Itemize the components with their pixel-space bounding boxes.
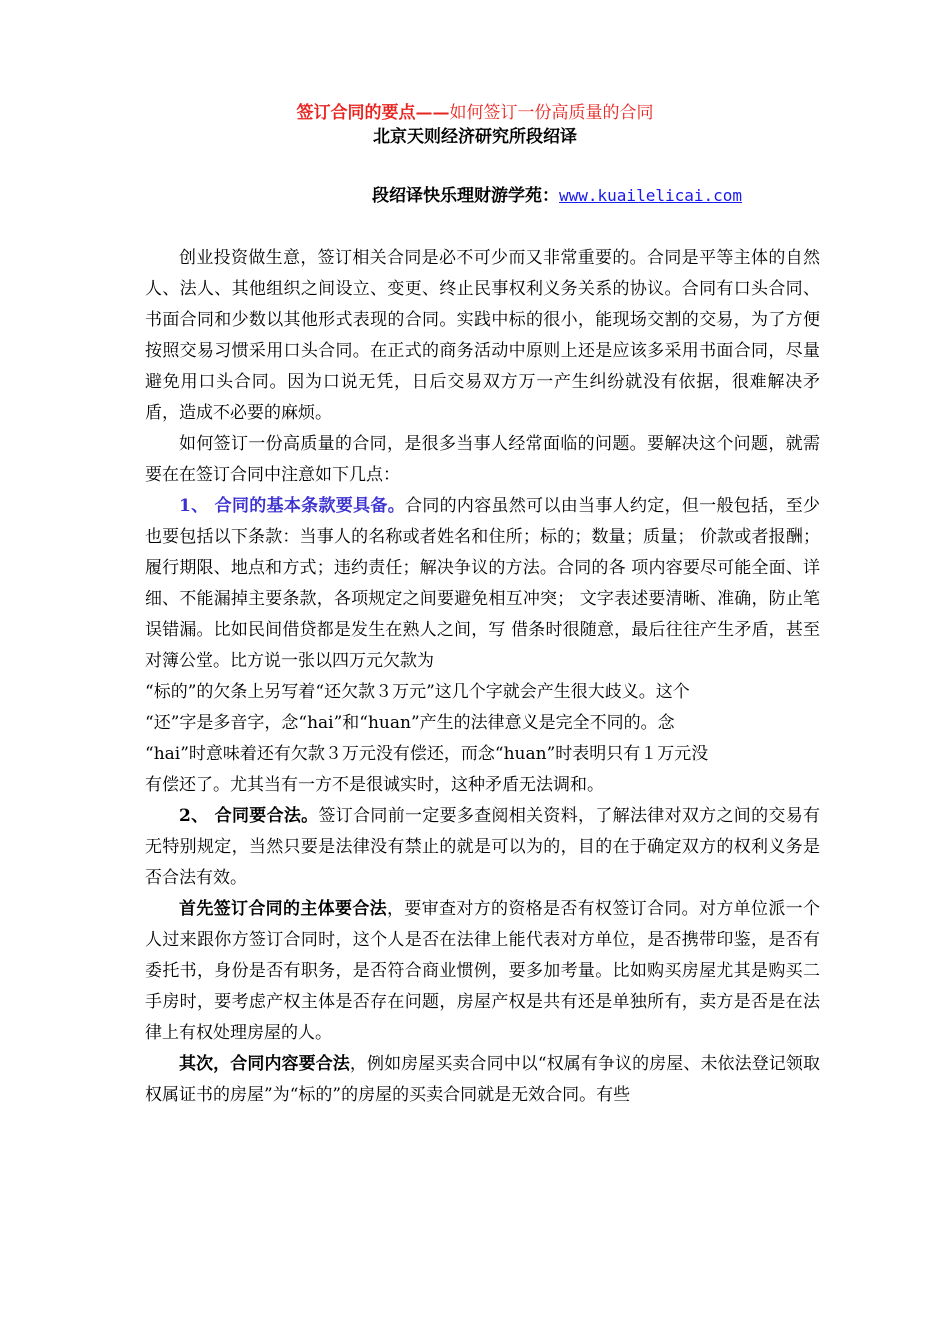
subject-legal-body: ，要审查对方的资格是否有权签订合同。对方单位派一个人过来跟你方签订合同时，这个人是否在法律上能代表对方单位，是否携带印鉴，是否有委托书，身份是否有职务，是否符合商业惯例，要多加考量。比如购买房屋尤其是购买二手房时，要考虑产权主体是否存在问题，房屋产权是共有还是单独所有，卖方是否是在法律上有权处理房屋的人。 xyxy=(145,899,820,1043)
paragraph-point-2 xyxy=(145,801,820,894)
paragraph-point-1-line-b: “还”字是多音字，念“hai”和“huan”产生的法律意义是完全不同的。念 xyxy=(145,713,675,733)
site-label: 段绍译快乐理财游学苑： xyxy=(372,186,559,206)
content-legal-body: ，例如房屋买卖合同中以“权属有争议的房屋、未依法登记领取权属证书的房屋”为“标的”的房屋的买卖合同就是无效合同。有些 xyxy=(145,1054,820,1105)
paragraph-subject-legal xyxy=(145,894,820,1049)
point-2-body: 签订合同前一定要多查阅相关资料，了解法律对双方之间的交易有无特别规定，当然只要是法律没有禁止的就是可以为的，目的在于确定双方的权利义务是否合法有效。 xyxy=(145,806,820,888)
paragraph-intro: 创业投资做生意，签订相关合同是必不可少而又非常重要的。合同是平等主体的自然人、法人、其他组织之间设立、变更、终止民事权利义务关系的协议。合同有口头合同、书面合同和少数以其他形式表现的合同。实践中标的很小，能现场交割的交易，为了方便按照交易习惯采用口头合同。在正式的商务活动中原则上还是应该多采用书面合同，尽量避免用口头合同。因为口说无凭，日后交易双方万一产生纠纷就没有依据，很难解决矛盾，造成不必要的麻烦。 xyxy=(145,248,820,423)
subject-legal-heading: 首先签订合同的主体要合法 xyxy=(179,899,387,919)
paragraph-content-legal xyxy=(145,1049,820,1111)
paragraph-point-1 xyxy=(145,491,820,677)
title-sub: 如何签订一份高质量的合同 xyxy=(449,103,654,123)
paragraph-question: 如何签订一份高质量的合同，是很多当事人经常面临的问题。要解决这个问题，就需要在在签订合同中注意如下几点： xyxy=(145,434,820,485)
site-link[interactable]: www.kuailelicai.com xyxy=(559,186,743,205)
title-main: 签订合同的要点—— xyxy=(296,103,450,123)
paragraph-point-1-line-a: “标的”的欠条上另写着“还欠款３万元”这几个字就会产生很大歧义。这个 xyxy=(145,682,690,702)
paragraph-point-1-line-c: “hai”时意味着还有欠款３万元没有偿还，而念“huan”时表明只有１万元没 xyxy=(145,744,709,764)
document-body xyxy=(145,243,820,1111)
content-legal-heading: 其次，合同内容要合法 xyxy=(179,1054,350,1074)
point-1-heading: 1、 合同的基本条款要具备。 xyxy=(179,496,406,516)
site-line xyxy=(372,185,742,207)
document-title xyxy=(0,102,950,124)
paragraph-point-1-line-d: 有偿还了。尤其当有一方不是很诚实时，这种矛盾无法调和。 xyxy=(145,775,604,795)
point-2-heading: 2、 合同要合法。 xyxy=(179,806,319,826)
document-author: 北京天则经济研究所段绍译 xyxy=(373,127,577,147)
point-1-body: 合同的内容虽然可以由当事人约定，但一般包括，至少也要包括以下条款：当事人的名称或者姓名和住所；标的；数量；质量； 价款或者报酬；履行期限、地点和方式；违约责任；解决争议的方法。合同的各 项内容要尽可能全面、详细、不能漏掉主要条款，各项规定之间要避免相互冲突； 文字表述要清晰、准确，防止笔误错漏。比如民间借贷都是发生在熟人之间，写 借条时很随意，最后往往产生矛盾，甚至对簿公堂。比方说一张以四万元欠款为 xyxy=(145,496,821,671)
